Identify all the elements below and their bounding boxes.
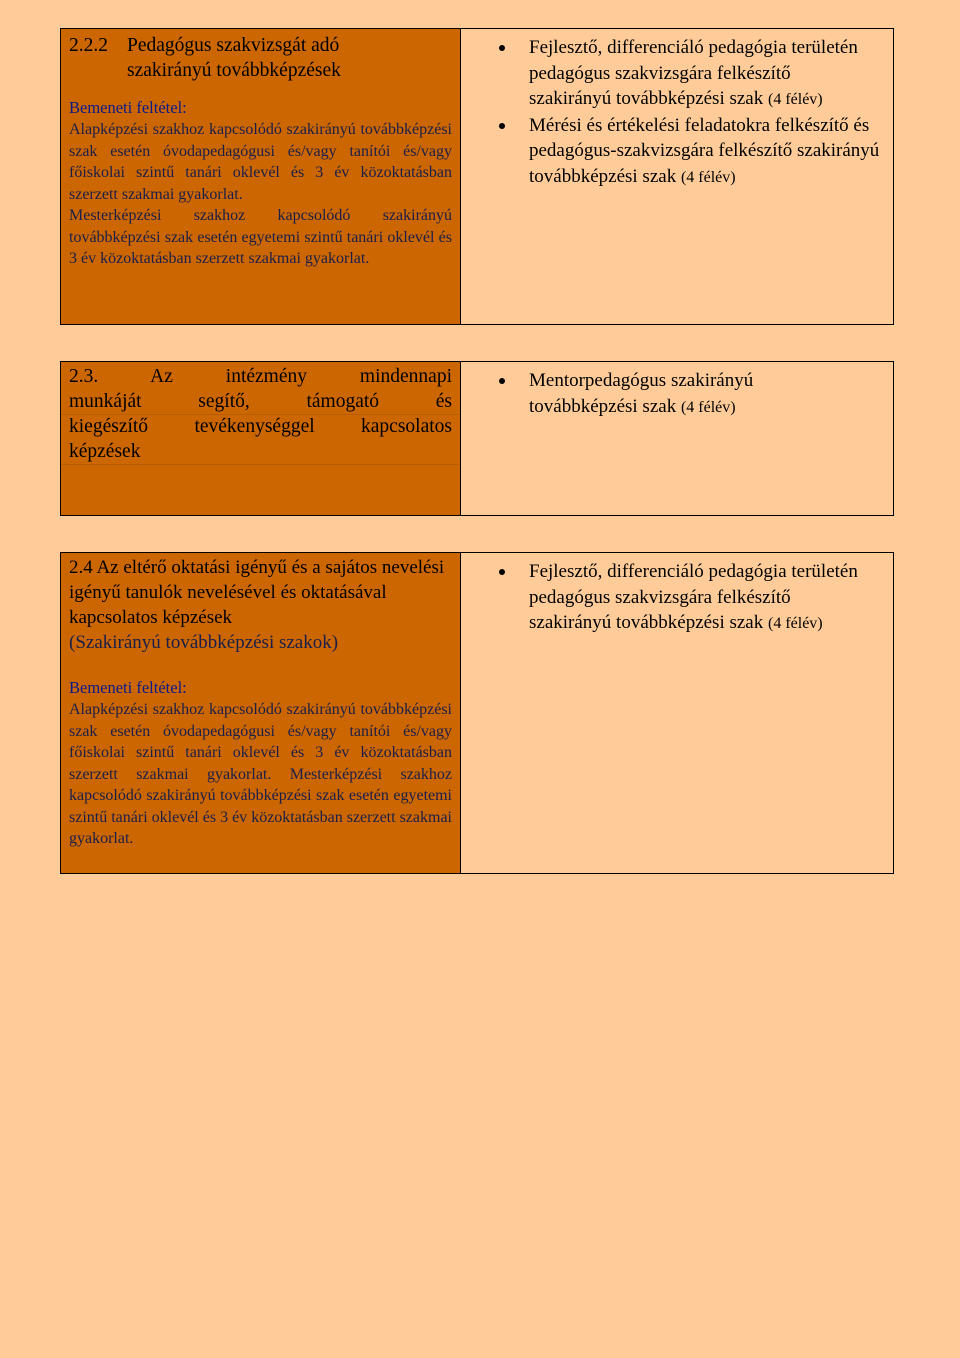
title-line-4: képzések: [69, 441, 141, 462]
input-condition-label: Bemeneti feltétel:: [69, 678, 187, 697]
section-2-4: [60, 552, 894, 874]
title-line-2: szakirányú továbbképzések: [127, 60, 341, 81]
section-2-3-left-cell: [61, 362, 461, 515]
bullet-icon: [499, 45, 505, 51]
input-condition-label: Bemeneti feltétel:: [69, 98, 187, 117]
section-2-3-right-cell: [461, 362, 893, 515]
bullet-icon: [499, 569, 505, 575]
course-name: Mérési és értékelési feladatokra felkészítő és pedagógus-szakvizsgára felkészítő szakirányú továbbképzési szak: [529, 114, 880, 187]
section-2-2-2: [60, 28, 894, 325]
title-line-3: kiegészítő tevékenységgel kapcsolatos: [69, 416, 452, 437]
section-number: 2.2.2: [69, 35, 108, 56]
section-2-4-left-cell: [61, 553, 461, 873]
course-name: Mentorpedagógus szakirányú továbbképzési szak: [529, 370, 754, 417]
section-2-2-2-title: [69, 33, 452, 83]
course-list: [489, 368, 883, 420]
section-2-2-2-left-cell: [61, 29, 461, 324]
course-name: Fejlesztő, differenciáló pedagógia területén pedagógus szakvizsgára felkészítő szakirányú továbbképzési szak: [529, 37, 858, 109]
title-line-1: Pedagógus szakvizsgát adó: [127, 35, 340, 56]
section-2-2-2-right-cell: [461, 29, 893, 324]
input-condition-text: [69, 699, 452, 850]
title-line-1: 2.3. Az intézmény mindennapi: [69, 366, 452, 387]
section-2-4-title: 2.4 Az eltérő oktatási igényű és a sajátos nevelési igényű tanulók nevelésével és oktatásával kapcsolatos képzések: [69, 557, 445, 628]
course-name: Fejlesztő, differenciáló pedagógia területén pedagógus szakvizsgára felkészítő szakirányú továbbképzési szak: [529, 561, 858, 633]
section-2-4-subtitle: (Szakirányú továbbképzési szakok): [69, 632, 339, 653]
paragraph-bachelor: Alapképzési szakhoz kapcsolódó szakirányú továbbképzési szak esetén óvodapedagógusi és/vagy tanítói és/vagy főiskolai szintű tanári oklevél és 3 év közoktatásban szerzett szakmai gyakorlat.: [69, 121, 452, 203]
bullet-icon: [499, 123, 505, 129]
course-list: [489, 35, 883, 190]
section-2-4-right-cell: [461, 553, 893, 873]
bullet-icon: [499, 378, 505, 384]
course-duration: (4 félév): [768, 615, 823, 632]
course-list: [489, 559, 883, 637]
input-condition-text: [69, 119, 452, 270]
divider: [61, 414, 460, 415]
section-2-3: [60, 361, 894, 516]
list-item: [489, 113, 883, 191]
title-line-2: munkáját segítő, támogató és: [69, 391, 453, 412]
course-duration: (4 félév): [680, 398, 736, 416]
course-duration: (4 félév): [680, 168, 736, 186]
list-item: [489, 368, 883, 420]
list-item: [489, 559, 883, 637]
course-duration: (4 félév): [768, 91, 823, 108]
list-item: [489, 35, 883, 113]
paragraph-conditions: Alapképzési szakhoz kapcsolódó szakirányú továbbképzési szak esetén óvodapedagógusi és/vagy tanítói és/vagy főiskolai szintű tanári oklevél és 3 év közoktatásban szerzett szakmai gyakorlat. Mesterképzési szakhoz kapcsolódó szakirányú továbbképzési szak esetén egyetemi szintű tanári oklevél és 3 év közoktatásban szerzett szakmai gyakorlat.: [69, 701, 452, 847]
divider: [61, 464, 460, 465]
paragraph-master: Mesterképzési szakhoz kapcsolódó szakirányú továbbképzési szak esetén egyetemi szintű tanári oklevél és 3 év közoktatásban szerzett szakmai gyakorlat.: [69, 207, 452, 267]
